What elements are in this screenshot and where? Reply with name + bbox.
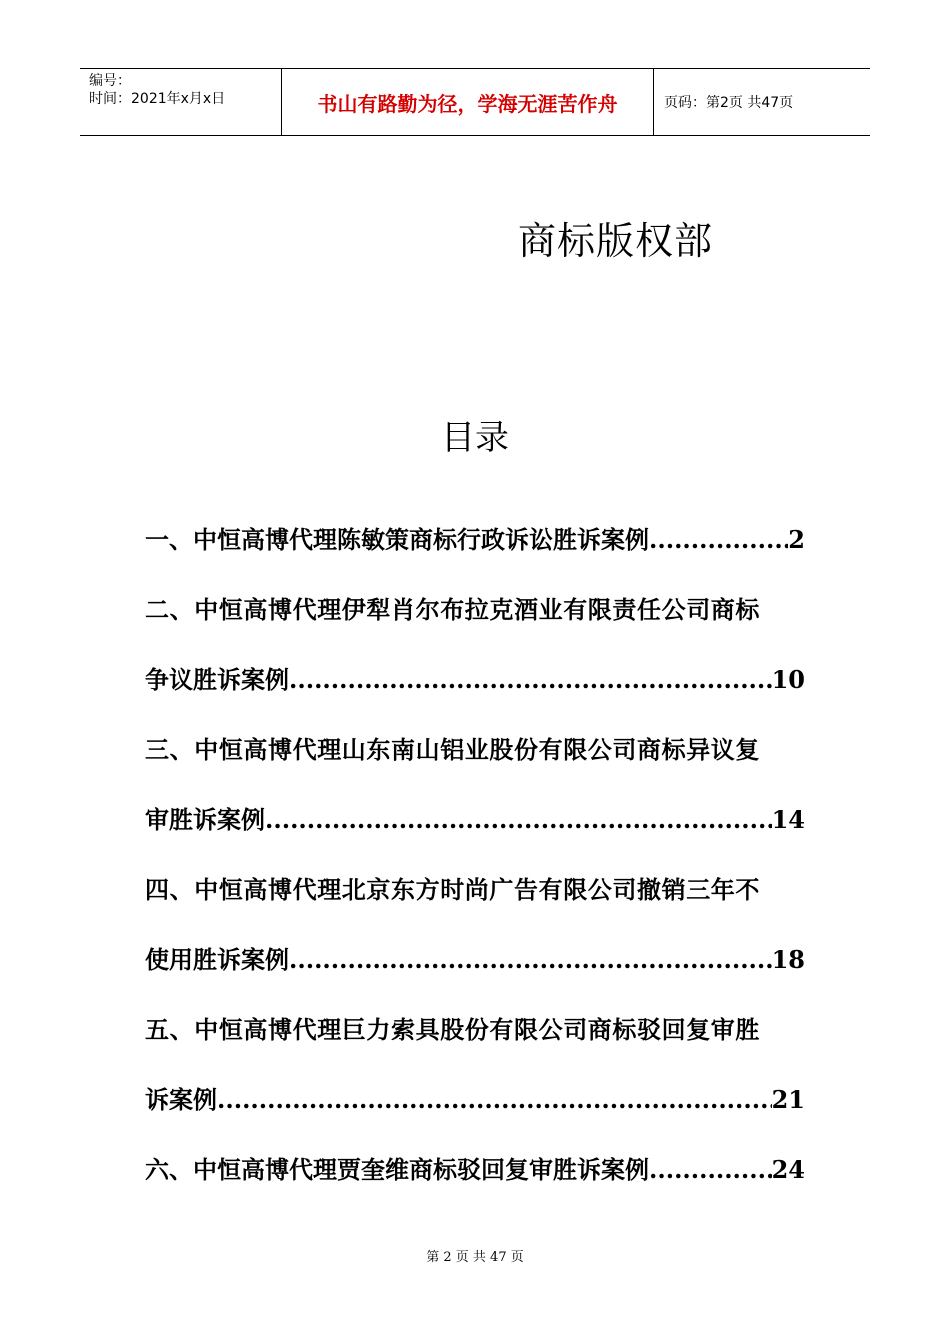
toc-entry-title-line[interactable]: 三、中恒高博代理山东南山铝业股份有限公司商标异议复: [145, 735, 760, 764]
table-of-contents: [145, 505, 805, 1205]
toc-entry-page: 10: [771, 665, 805, 694]
toc-entry-title-cont: 审胜诉案例: [145, 805, 265, 834]
toc-entry[interactable]: [145, 505, 805, 575]
toc-entry-page: 24: [771, 1155, 805, 1184]
toc-leader-dots: [217, 1065, 772, 1135]
document-time-label: 时间：2021年x月x日: [89, 91, 226, 107]
department-title: 商标版权部: [518, 219, 714, 263]
toc-entry-title-cont: 争议胜诉案例: [145, 665, 289, 694]
toc-entry[interactable]: [145, 1135, 805, 1205]
toc-entry-page: 2: [788, 525, 805, 554]
header-page-info: 页码：第2页 共47页: [664, 95, 794, 111]
toc-entry-page: 21: [771, 1085, 805, 1114]
toc-leader-dots: [289, 925, 772, 995]
page-header: [80, 68, 870, 136]
toc-entry-title-line[interactable]: 二、中恒高博代理伊犁肖尔布拉克酒业有限责任公司商标: [145, 595, 760, 624]
toc-leader-dots: [265, 785, 772, 855]
toc-entry-title-line[interactable]: 四、中恒高博代理北京东方时尚广告有限公司撤销三年不: [145, 875, 760, 904]
toc-entry[interactable]: [145, 925, 805, 995]
toc-leader-dots: [649, 1135, 772, 1205]
page-footer: 第 2 页 共 47 页: [426, 1250, 524, 1265]
header-motto: 书山有路勤为径，学海无涯苦作舟: [281, 69, 654, 135]
toc-leader-dots: [289, 645, 772, 715]
toc-leader-dots: [649, 505, 788, 575]
toc-entry-title-cont: 使用胜诉案例: [145, 945, 289, 974]
toc-entry-title: 六、中恒高博代理贾奎维商标驳回复审胜诉案例: [145, 1155, 649, 1184]
document-number-label: 编号：: [89, 73, 131, 89]
toc-entry-title-cont: 诉案例: [145, 1085, 217, 1114]
toc-entry-title-line[interactable]: 五、中恒高博代理巨力索具股份有限公司商标驳回复审胜: [145, 1015, 760, 1044]
toc-entry-page: 18: [771, 945, 805, 974]
toc-entry[interactable]: [145, 645, 805, 715]
toc-title: 目录: [441, 418, 509, 458]
toc-entry[interactable]: [145, 785, 805, 855]
toc-entry[interactable]: [145, 1065, 805, 1135]
toc-entry-title: 一、中恒高博代理陈敏策商标行政诉讼胜诉案例: [145, 525, 649, 554]
header-meta: [80, 69, 281, 135]
toc-entry-page: 14: [771, 805, 805, 834]
